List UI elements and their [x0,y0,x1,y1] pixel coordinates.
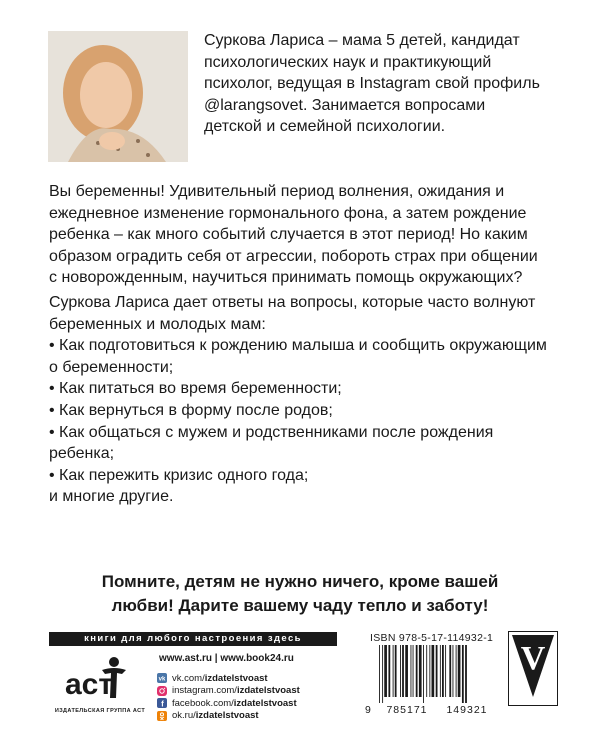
svg-text:f: f [161,699,164,708]
barcode-bar [382,645,383,703]
websites[interactable]: www.ast.ru | www.book24.ru [159,653,294,664]
barcode-bar [379,645,380,703]
barcode-digit-group: 149321 [446,704,488,716]
bullet-item: • Как питаться во время беременности; [49,380,342,398]
social-prefix: instagram.com/ [172,685,237,696]
barcode-bar [462,645,464,703]
barcode-bar [440,645,441,697]
barcode-bar [432,645,435,697]
barcode-bar [384,645,387,697]
barcode-bar [419,645,422,697]
closing-quote [40,570,560,618]
barcode-bars [377,645,497,703]
series-banner: книги для любого настроения здесь [49,632,337,646]
barcode [377,645,497,703]
barcode-bar [405,645,408,697]
vk-icon [157,673,167,683]
barcode-bar [423,645,424,703]
publisher-name: ИЗДАТЕЛЬСКАЯ ГРУППА АСТ [54,708,146,714]
social-link-vk[interactable] [157,672,300,684]
barcode-digit-group: 785171 [386,704,428,716]
brand-letter: V [520,640,546,677]
barcode-bar [458,645,461,697]
barcode-bar [411,645,412,697]
svg-text:vk: vk [158,676,166,683]
social-link-instagram[interactable] [157,685,300,697]
intro-paragraph: Вы беременны! Удивительный период волнения, ожидания и ежедневное изменение гормонального фона, а затем рождение ребенка – как много событий случается в этот период! Но каким образом оградить себя от агрессии, побороть страх при общении с новорожденным, научиться принимать помощь окружающих? [49,183,538,287]
barcode-bar [393,645,394,697]
social-prefix: vk.com/ [172,672,205,684]
barcode-bar [388,645,390,697]
barcode-bar [465,645,467,703]
bullet-item: • Как общаться с мужем и родственниками после рождения ребенка; [49,423,494,463]
odnoklassniki-icon [157,711,167,721]
lead-paragraph: Суркова Лариса дает ответы на вопросы, которые часто волнуют беременных и молодых мам: [49,293,536,333]
facebook-icon [157,698,167,708]
barcode-bar [456,645,457,697]
barcode-digit-lead: 9 [365,704,371,716]
social-prefix: ok.ru/ [172,710,196,721]
social-handle: izdatelstvoast [195,710,259,721]
social-links [157,672,300,722]
author-bio: Суркова Лариса – мама 5 детей, кандидат психологических наук и практикующий психолог, ведущая в Instagram свой профиль @larangsovet. Занимается вопросами детской и семейной психологии. [204,32,540,136]
barcode-bar [400,645,401,697]
isbn-label: ISBN 978-5-17-114932-1 [370,632,494,644]
social-handle: izdatelstvoast [204,672,268,684]
social-link-facebook[interactable] [157,697,300,709]
social-handle: izdatelstvoast [233,697,297,709]
barcode-bar [416,645,418,697]
quote-line-2: любви! Дарите вашему чаду тепло и заботу! [111,596,489,615]
bullet-item: • Как подготовиться к рождению малыша и сообщить окружающим о беременности; [49,337,547,376]
instagram-icon [157,686,167,696]
social-link-ok[interactable] [157,710,300,722]
barcode-bar [453,645,454,697]
barcode-bar [395,645,397,697]
brand-v-mark [508,631,558,706]
barcode-bar [426,645,427,697]
publisher-logo [62,654,132,702]
social-prefix: facebook.com/ [172,697,234,709]
description [49,181,547,508]
barcode-digits [365,704,505,716]
logo-text: acт [65,668,114,701]
barcode-bar [413,645,414,697]
bullet-item: • Как пережить кризис одного года; [49,466,309,484]
barcode-bar [442,645,444,697]
bullet-item: • Как вернуться в форму после родов; [49,401,333,419]
barcode-bar [445,645,446,697]
barcode-bar [449,645,451,697]
quote-line-1: Помните, детям не нужно ничего, кроме вашей [101,572,499,591]
social-handle: izdatelstvoast [236,685,300,696]
barcode-bar [429,645,430,697]
author-photo [48,31,188,162]
barcode-bar [402,645,404,697]
outro-line: и многие другие. [49,488,174,506]
barcode-bar [436,645,438,697]
